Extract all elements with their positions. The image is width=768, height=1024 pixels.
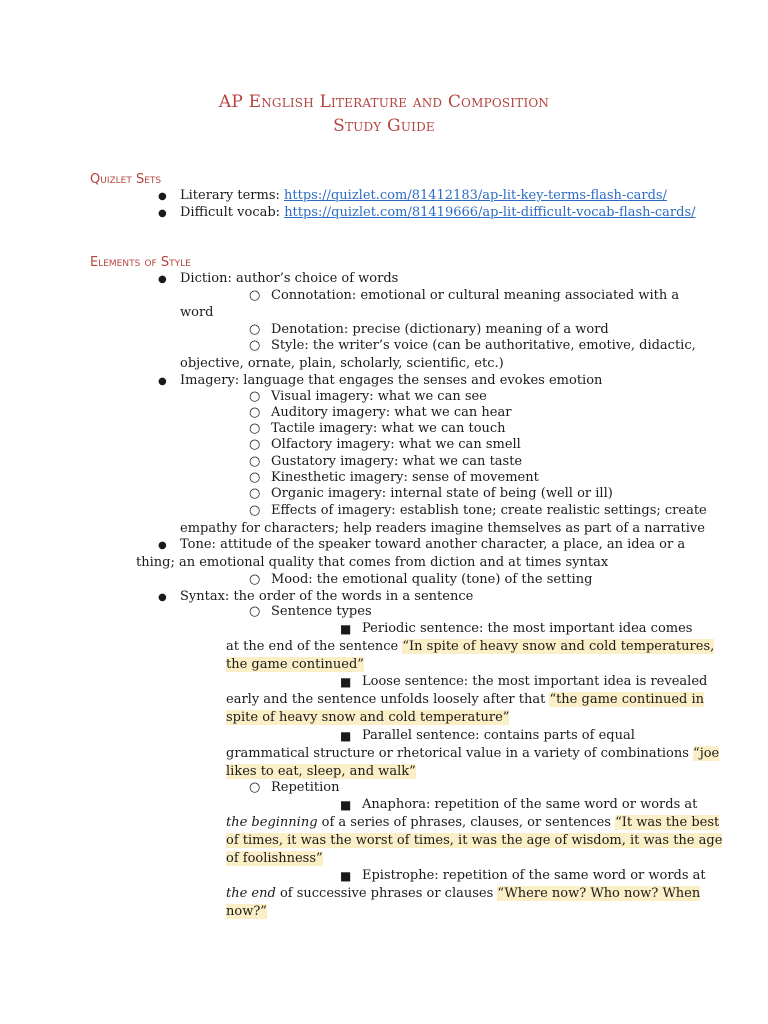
list-item: Loose sentence: the most important idea is revealed — [362, 674, 708, 689]
list-item: Epistrophe: repetition of the same word or words at — [362, 868, 706, 883]
list-item: Gustatory imagery: what we can taste — [271, 454, 523, 469]
circle-glyph: ○ — [249, 405, 261, 420]
list-item-continued — [226, 709, 509, 727]
example-highlight: likes to eat, sleep, and walk” — [226, 764, 416, 779]
circle-glyph: ○ — [249, 572, 261, 587]
list-item-continued: at the end of the sentence “In spite of heavy snow and cold temperatures, — [226, 639, 715, 654]
bullet-glyph: ● — [158, 592, 167, 603]
example-highlight: the game continued” — [226, 657, 364, 672]
section-heading-elements: Elements of Style — [90, 255, 191, 270]
circle-glyph: ○ — [249, 437, 261, 452]
list-item: Diction: author’s choice of words — [180, 271, 399, 286]
list-item-continued: objective, ornate, plain, scholarly, scientific, etc.) — [180, 356, 504, 371]
literary-terms-link[interactable]: https://quizlet.com/81412183/ap-lit-key-terms-flash-cards/ — [284, 188, 667, 203]
example-highlight: “It was the best — [615, 815, 720, 830]
list-item: Effects of imagery: establish tone; create realistic settings; create — [271, 503, 707, 518]
list-item-continued: word — [180, 305, 214, 320]
list-item-continued: grammatical structure or rhetorical value in a variety of combinations “joe — [226, 746, 720, 761]
circle-glyph: ○ — [249, 288, 261, 303]
bullet-glyph: ● — [158, 191, 167, 202]
bullet-glyph: ● — [158, 208, 167, 219]
list-item: Periodic sentence: the most important idea comes — [362, 621, 693, 636]
example-highlight: spite of heavy snow and cold temperature” — [226, 710, 510, 725]
list-item — [180, 204, 696, 222]
list-item: Sentence types — [271, 604, 372, 619]
list-item: Tactile imagery: what we can touch — [271, 421, 506, 436]
list-item-continued: empathy for characters; help readers imagine themselves as part of a narrative — [180, 521, 705, 536]
example-highlight: “Where now? Who now? When — [497, 886, 701, 901]
list-item: Parallel sentence: contains parts of equal — [362, 728, 635, 743]
list-item-continued: early and the sentence unfolds loosely after that “the game continued in — [226, 692, 705, 707]
list-item: Imagery: language that engages the senses and evokes emotion — [180, 373, 603, 388]
bullet-glyph: ● — [158, 376, 167, 387]
list-item: Olfactory imagery: what we can smell — [271, 437, 521, 452]
list-item: Kinesthetic imagery: sense of movement — [271, 470, 539, 485]
circle-glyph: ○ — [249, 470, 261, 485]
document-title: AP English Literature and Composition — [218, 92, 550, 112]
list-item: Syntax: the order of the words in a sentence — [180, 589, 474, 604]
list-item: Anaphora: repetition of the same word or words at — [362, 797, 698, 812]
example-highlight: “joe — [693, 746, 720, 761]
circle-glyph: ○ — [249, 604, 261, 619]
section-heading-quizlet: Quizlet Sets — [90, 172, 162, 187]
circle-glyph: ○ — [249, 454, 261, 469]
square-glyph: ■ — [340, 869, 352, 883]
example-highlight: now?” — [226, 904, 267, 919]
list-item-continued: thing; an emotional quality that comes from diction and at times syntax — [136, 555, 609, 570]
list-item: Visual imagery: what we can see — [271, 389, 487, 404]
example-highlight: of times, it was the worst of times, it was the age of wisdom, it was the age — [226, 833, 723, 848]
list-item: Organic imagery: internal state of being (well or ill) — [271, 486, 613, 501]
list-item: Connotation: emotional or cultural meaning associated with a — [271, 288, 680, 303]
circle-glyph: ○ — [249, 421, 261, 436]
list-item-continued — [226, 656, 364, 674]
bullet-glyph: ● — [158, 274, 167, 285]
circle-glyph: ○ — [249, 338, 261, 353]
circle-glyph: ○ — [249, 322, 261, 337]
list-item — [180, 187, 667, 205]
document-subtitle: Study Guide — [333, 116, 435, 136]
list-item-continued: the beginning of a series of phrases, clauses, or sentences “It was the best — [226, 815, 720, 830]
list-item-continued: the end of successive phrases or clauses “Where now? Who now? When — [226, 886, 701, 901]
square-glyph: ■ — [340, 675, 352, 689]
list-item: Auditory imagery: what we can hear — [271, 405, 512, 420]
list-item-continued — [226, 903, 267, 921]
circle-glyph: ○ — [249, 780, 261, 795]
example-highlight: of foolishness” — [226, 851, 323, 866]
circle-glyph: ○ — [249, 389, 261, 404]
example-highlight: “the game continued in — [549, 692, 705, 707]
circle-glyph: ○ — [249, 486, 261, 501]
example-highlight: “In spite of heavy snow and cold temperatures, — [402, 639, 715, 654]
square-glyph: ■ — [340, 729, 352, 743]
list-item: Style: the writer’s voice (can be authoritative, emotive, didactic, — [271, 338, 696, 353]
list-item: Mood: the emotional quality (tone) of the setting — [271, 572, 593, 587]
bullet-glyph: ● — [158, 540, 167, 551]
literary-terms-label: Literary terms: — [180, 188, 280, 203]
square-glyph: ■ — [340, 622, 352, 636]
difficult-vocab-link[interactable]: https://quizlet.com/81419666/ap-lit-difficult-vocab-flash-cards/ — [284, 205, 696, 220]
list-item-continued — [226, 850, 323, 868]
list-item: Tone: attitude of the speaker toward another character, a place, an idea or a — [180, 537, 686, 552]
square-glyph: ■ — [340, 798, 352, 812]
list-item: Denotation: precise (dictionary) meaning of a word — [271, 322, 609, 337]
list-item: Repetition — [271, 780, 340, 795]
circle-glyph: ○ — [249, 503, 261, 518]
difficult-vocab-label: Difficult vocab: — [180, 205, 281, 220]
list-item-continued — [226, 832, 722, 850]
